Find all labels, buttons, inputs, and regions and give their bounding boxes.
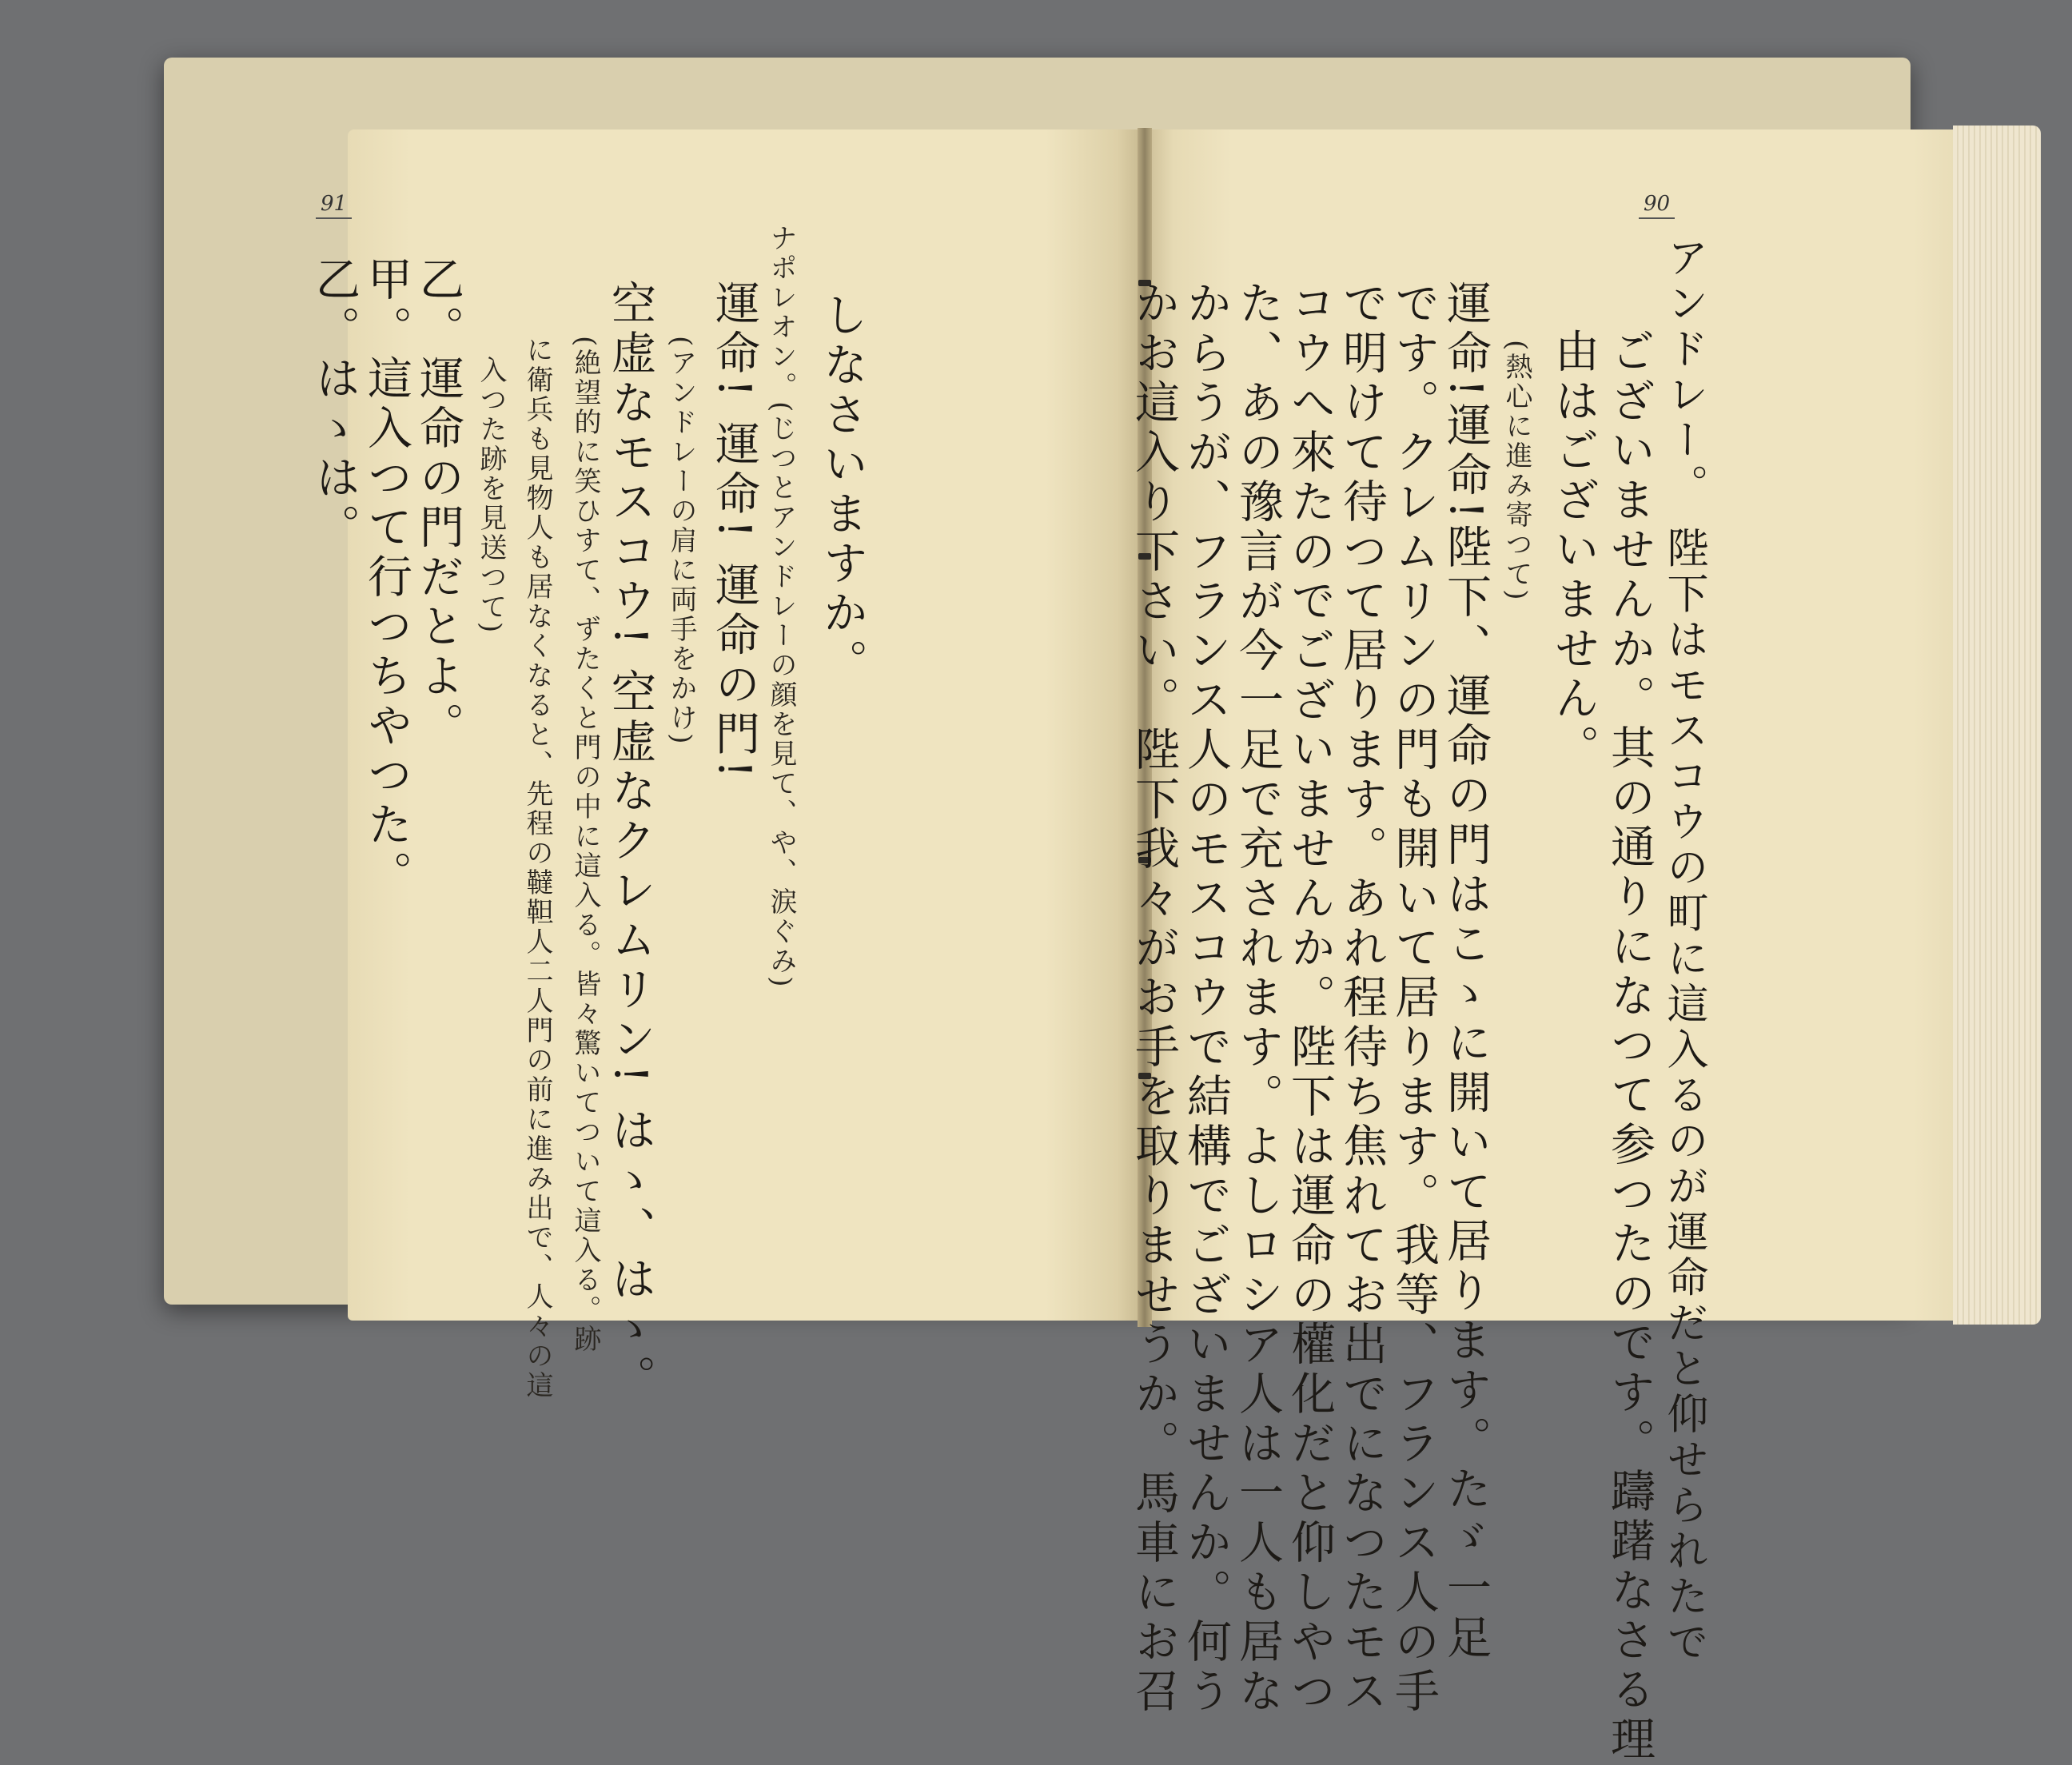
stage-direction: 入つた跡を見送つて) xyxy=(475,356,507,635)
stage-direction: (熱心に進み寄つて) xyxy=(1500,340,1532,603)
text-column: 運命!運命!陛下、運命の門はこゝに開いて居ります。たゞ一足 xyxy=(1440,280,1492,1664)
text-column: 乙。運命の門だとよ。 xyxy=(412,256,464,751)
text-column: しなさいますか。 xyxy=(816,292,868,688)
text-column: かお這入り下さい。陛下我々がお手を取りませうか。馬車にお召 xyxy=(1128,280,1180,1717)
text-column: アンドレー。 陛下はモスコウの町に這入るのが運命だと仰せられたで xyxy=(1660,236,1707,1666)
text-column: です。クレムリンの門も開いて居ります。我等、フランス人の手 xyxy=(1388,280,1440,1717)
text-column: ございませんか。其の通りになつて参つたのです。躊躇なさる理 xyxy=(1604,328,1656,1765)
text-column: 由はございません。 xyxy=(1548,328,1600,774)
stage-direction: (絶望的に笑ひすて、ずたくと門の中に這入る。皆々驚いてついて這入る。跡 xyxy=(569,336,601,1355)
page-number-right: 90 xyxy=(1639,192,1675,219)
text-column: 乙。はゝは。 xyxy=(309,256,361,553)
text-column: からうが、フランス人のモスコウで結構でございませんか。何う xyxy=(1180,280,1232,1717)
text-column: コウへ來たのでございませんか。陛下は運命の權化だと仰しやつ xyxy=(1284,280,1336,1717)
stage-direction: (アンドレーの肩に両手をかけ) xyxy=(665,336,697,747)
text-column: た、あの豫言が今一足で充されます。よしロシア人は一人も居な xyxy=(1232,280,1284,1717)
text-column: で明けて待つて居ります。あれ程待ち焦れてお出でになつたモス xyxy=(1336,280,1388,1717)
text-column: 運命! 運命! 運命の門! xyxy=(708,280,760,783)
stage-direction: に衛兵も見物人も居なくなると、先程の韃靼人二人門の前に進み出で、人々の這 xyxy=(521,336,553,1400)
page-edges xyxy=(1953,126,2041,1325)
stage-direction: ナポレオン。(じつとアンドレーの顔を見て、や、涙ぐみ) xyxy=(765,224,797,990)
text-column: 空虚なモスコウ! 空虚なクレムリン! はゝ、はゝ。 xyxy=(604,280,656,1404)
text-column: 甲。這入つて行つちやつた。 xyxy=(361,256,412,900)
page-number-left: 91 xyxy=(316,192,352,219)
